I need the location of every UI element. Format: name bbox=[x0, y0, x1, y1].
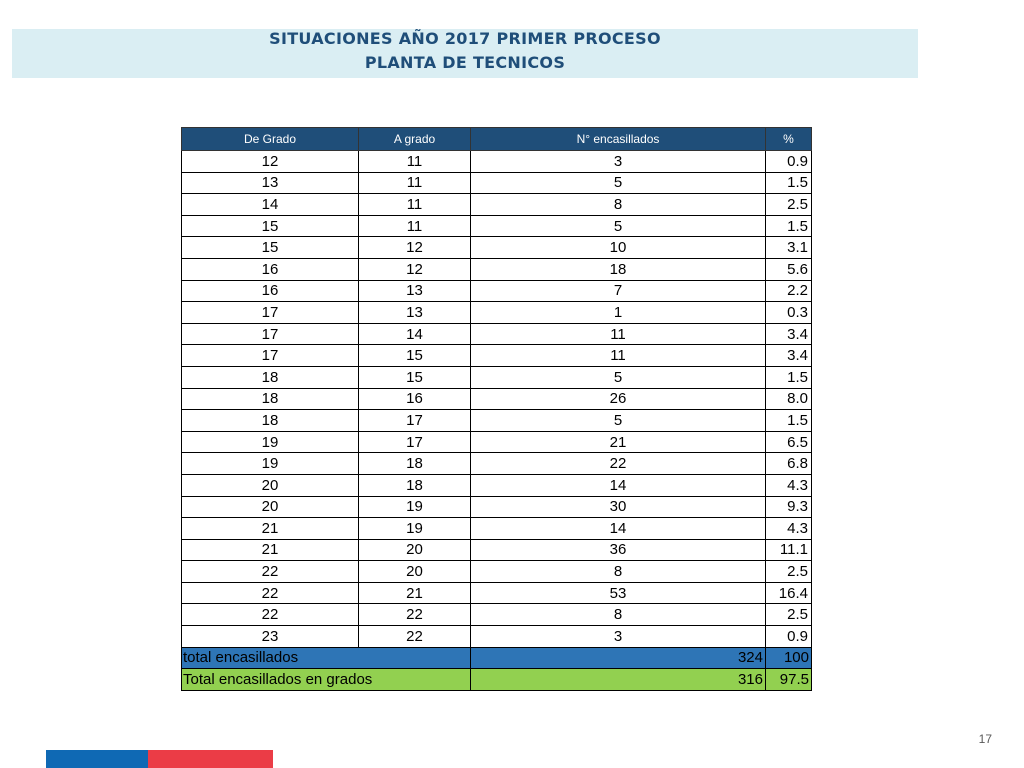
cell-percent: 11.1 bbox=[766, 539, 812, 561]
cell-n-encasillados: 5 bbox=[471, 215, 766, 237]
header-n-encasillados: N° encasillados bbox=[471, 128, 766, 151]
cell-n-encasillados: 14 bbox=[471, 474, 766, 496]
header-a-grado: A grado bbox=[359, 128, 471, 151]
page-number: 17 bbox=[978, 732, 992, 746]
cell-de-grado: 18 bbox=[182, 410, 359, 432]
table-row bbox=[182, 345, 812, 367]
cell-de-grado: 20 bbox=[182, 496, 359, 518]
cell-n-encasillados: 21 bbox=[471, 431, 766, 453]
table-row bbox=[182, 366, 812, 388]
total-grados-label: Total encasillados en grados bbox=[182, 669, 471, 691]
table-body bbox=[182, 151, 812, 691]
cell-de-grado: 22 bbox=[182, 561, 359, 583]
table-row bbox=[182, 151, 812, 173]
cell-n-encasillados: 18 bbox=[471, 258, 766, 280]
table-row bbox=[182, 258, 812, 280]
cell-de-grado: 14 bbox=[182, 194, 359, 216]
cell-de-grado: 17 bbox=[182, 345, 359, 367]
cell-percent: 4.3 bbox=[766, 518, 812, 540]
cell-a-grado: 20 bbox=[359, 539, 471, 561]
cell-percent: 2.5 bbox=[766, 194, 812, 216]
cell-de-grado: 18 bbox=[182, 366, 359, 388]
cell-n-encasillados: 8 bbox=[471, 561, 766, 583]
cell-n-encasillados: 8 bbox=[471, 604, 766, 626]
cell-n-encasillados: 36 bbox=[471, 539, 766, 561]
cell-percent: 2.5 bbox=[766, 604, 812, 626]
cell-a-grado: 15 bbox=[359, 345, 471, 367]
cell-de-grado: 22 bbox=[182, 582, 359, 604]
total-count: 324 bbox=[471, 647, 766, 669]
cell-de-grado: 13 bbox=[182, 172, 359, 194]
cell-percent: 2.5 bbox=[766, 561, 812, 583]
footer-bar-red bbox=[148, 750, 273, 768]
cell-de-grado: 20 bbox=[182, 474, 359, 496]
header-de-grado: De Grado bbox=[182, 128, 359, 151]
cell-n-encasillados: 3 bbox=[471, 151, 766, 173]
cell-a-grado: 11 bbox=[359, 215, 471, 237]
cell-percent: 0.3 bbox=[766, 302, 812, 324]
cell-a-grado: 14 bbox=[359, 323, 471, 345]
cell-de-grado: 23 bbox=[182, 626, 359, 648]
cell-de-grado: 21 bbox=[182, 539, 359, 561]
page-title: SITUACIONES AÑO 2017 PRIMER PROCESO bbox=[269, 29, 661, 48]
cell-n-encasillados: 11 bbox=[471, 345, 766, 367]
cell-de-grado: 15 bbox=[182, 237, 359, 259]
cell-a-grado: 22 bbox=[359, 626, 471, 648]
cell-percent: 1.5 bbox=[766, 410, 812, 432]
table-row bbox=[182, 561, 812, 583]
cell-percent: 3.4 bbox=[766, 345, 812, 367]
cell-de-grado: 17 bbox=[182, 323, 359, 345]
cell-percent: 3.1 bbox=[766, 237, 812, 259]
cell-a-grado: 13 bbox=[359, 280, 471, 302]
total-label: total encasillados bbox=[182, 647, 471, 669]
cell-percent: 6.5 bbox=[766, 431, 812, 453]
table-row bbox=[182, 388, 812, 410]
cell-de-grado: 16 bbox=[182, 280, 359, 302]
cell-n-encasillados: 11 bbox=[471, 323, 766, 345]
cell-percent: 6.8 bbox=[766, 453, 812, 475]
cell-percent: 9.3 bbox=[766, 496, 812, 518]
cell-percent: 2.2 bbox=[766, 280, 812, 302]
cell-a-grado: 18 bbox=[359, 474, 471, 496]
cell-de-grado: 15 bbox=[182, 215, 359, 237]
cell-a-grado: 12 bbox=[359, 237, 471, 259]
cell-percent: 1.5 bbox=[766, 172, 812, 194]
cell-percent: 1.5 bbox=[766, 366, 812, 388]
cell-n-encasillados: 5 bbox=[471, 366, 766, 388]
footer-bar-blue bbox=[46, 750, 148, 768]
cell-de-grado: 21 bbox=[182, 518, 359, 540]
cell-a-grado: 21 bbox=[359, 582, 471, 604]
total-grados-row bbox=[182, 669, 812, 691]
table-row bbox=[182, 518, 812, 540]
cell-n-encasillados: 8 bbox=[471, 194, 766, 216]
header-percent: % bbox=[766, 128, 812, 151]
cell-a-grado: 15 bbox=[359, 366, 471, 388]
cell-a-grado: 17 bbox=[359, 431, 471, 453]
table-row bbox=[182, 431, 812, 453]
cell-n-encasillados: 53 bbox=[471, 582, 766, 604]
table-row bbox=[182, 323, 812, 345]
table-row bbox=[182, 474, 812, 496]
cell-n-encasillados: 5 bbox=[471, 410, 766, 432]
cell-percent: 0.9 bbox=[766, 626, 812, 648]
cell-n-encasillados: 3 bbox=[471, 626, 766, 648]
table-row bbox=[182, 410, 812, 432]
table-row bbox=[182, 237, 812, 259]
page-subtitle: PLANTA DE TECNICOS bbox=[364, 53, 566, 72]
cell-a-grado: 11 bbox=[359, 194, 471, 216]
cell-de-grado: 19 bbox=[182, 431, 359, 453]
table-row bbox=[182, 194, 812, 216]
cell-a-grado: 18 bbox=[359, 453, 471, 475]
cell-de-grado: 12 bbox=[182, 151, 359, 173]
cell-n-encasillados: 26 bbox=[471, 388, 766, 410]
table-row bbox=[182, 539, 812, 561]
cell-percent: 5.6 bbox=[766, 258, 812, 280]
cell-a-grado: 13 bbox=[359, 302, 471, 324]
total-percent: 100 bbox=[766, 647, 812, 669]
cell-a-grado: 11 bbox=[359, 172, 471, 194]
cell-n-encasillados: 1 bbox=[471, 302, 766, 324]
table-row bbox=[182, 302, 812, 324]
cell-a-grado: 22 bbox=[359, 604, 471, 626]
cell-a-grado: 11 bbox=[359, 151, 471, 173]
cell-a-grado: 19 bbox=[359, 518, 471, 540]
cell-de-grado: 16 bbox=[182, 258, 359, 280]
table-row bbox=[182, 453, 812, 475]
cell-percent: 3.4 bbox=[766, 323, 812, 345]
cell-n-encasillados: 10 bbox=[471, 237, 766, 259]
cell-a-grado: 17 bbox=[359, 410, 471, 432]
table-row bbox=[182, 582, 812, 604]
cell-percent: 16.4 bbox=[766, 582, 812, 604]
cell-de-grado: 22 bbox=[182, 604, 359, 626]
table-row bbox=[182, 215, 812, 237]
table-row bbox=[182, 280, 812, 302]
cell-n-encasillados: 7 bbox=[471, 280, 766, 302]
cell-de-grado: 18 bbox=[182, 388, 359, 410]
cell-a-grado: 20 bbox=[359, 561, 471, 583]
cell-a-grado: 16 bbox=[359, 388, 471, 410]
cell-percent: 1.5 bbox=[766, 215, 812, 237]
total-grados-percent: 97.5 bbox=[766, 669, 812, 691]
total-row bbox=[182, 647, 812, 669]
cell-n-encasillados: 22 bbox=[471, 453, 766, 475]
cell-percent: 4.3 bbox=[766, 474, 812, 496]
cell-a-grado: 19 bbox=[359, 496, 471, 518]
cell-n-encasillados: 5 bbox=[471, 172, 766, 194]
title-band bbox=[12, 29, 918, 78]
cell-percent: 0.9 bbox=[766, 151, 812, 173]
table-row bbox=[182, 626, 812, 648]
total-grados-count: 316 bbox=[471, 669, 766, 691]
cell-n-encasillados: 14 bbox=[471, 518, 766, 540]
cell-a-grado: 12 bbox=[359, 258, 471, 280]
table-row bbox=[182, 496, 812, 518]
cell-de-grado: 17 bbox=[182, 302, 359, 324]
cell-n-encasillados: 30 bbox=[471, 496, 766, 518]
cell-de-grado: 19 bbox=[182, 453, 359, 475]
cell-percent: 8.0 bbox=[766, 388, 812, 410]
encasillados-table bbox=[181, 127, 812, 691]
table-row bbox=[182, 172, 812, 194]
table-row bbox=[182, 604, 812, 626]
table-header-row bbox=[182, 128, 812, 151]
